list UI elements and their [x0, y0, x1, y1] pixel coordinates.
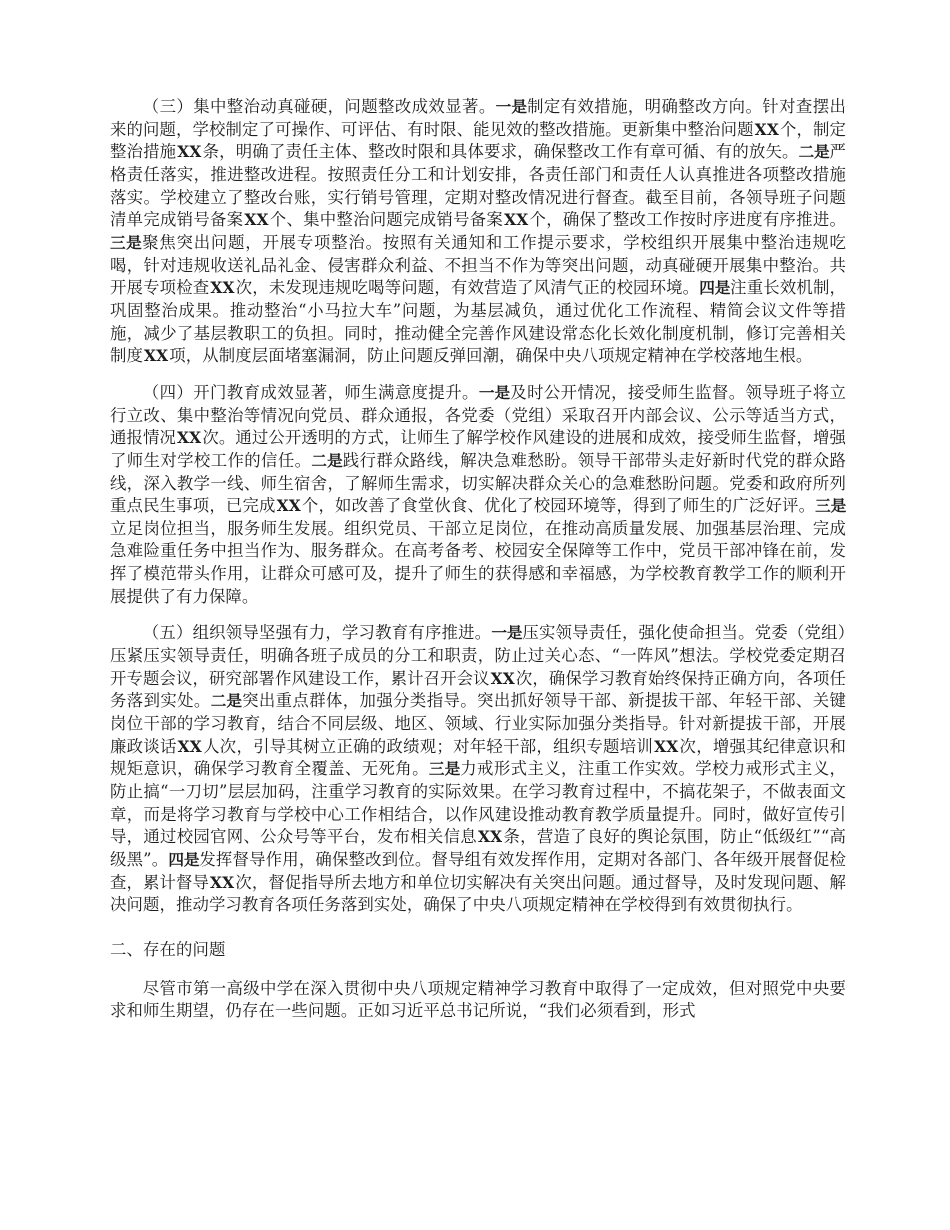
- placeholder-number: XX: [177, 429, 202, 448]
- document-body: [110, 96, 846, 1023]
- emphasis-marker-one: 一是: [495, 98, 528, 116]
- text-run: 及时公开情况，接受师生监督。领导班子将立行立改、集中整治等情况向党员、群众通报，各党委（党组）采取召开内部会议、公示等适当方式，通报情况: [110, 382, 846, 448]
- text-run: （四）开门教育成效显著，师生满意度提升。: [142, 382, 479, 402]
- text-run: 聚焦突出问题，开展专项整治。按照有关通知和工作提示要求，学校组织开展集中整治违规吃喝，针对违规收送礼品礼金、侵害群众利益、不担当不作为等突出问题，动真碰硬开展集中整治。共开展专项检查: [110, 232, 846, 298]
- emphasis-marker-four: 四是: [168, 851, 200, 869]
- text-run: 力戒形式主义，注重工作实效。学校力戒形式主义，防止搞“一刀切”层层加码，注重学习教育的实际效果。在学习教育过程中，不搞花架子，不做表面文章，而是将学习教育与学校中心工作相结合，以作风建设推动教育教学质量提升。同时，做好宣传引导，通过校园官网、公众号等平台，发布相关信息: [110, 759, 846, 847]
- placeholder-number: XX: [276, 497, 301, 516]
- placeholder-number: XX: [177, 737, 202, 756]
- emphasis-marker-three: 三是: [110, 233, 143, 252]
- emphasis-marker-one: 一是: [478, 383, 511, 402]
- text-run: 人次，引导其树立正确的政绩观；对年轻干部，组织专题培训: [202, 736, 654, 756]
- text-run: 立足岗位担当，服务师生发展。组织党员、干部立足岗位，在推动高质量发展、加强基层治理、完成急难险重任务中担当作为、服务群众。在高考备考、校园安全保障等工作中，党员干部冲锋在前，发挥了模范带头作用，让群众可感可及，提升了师生的获得感和幸福感，为学校教育教学工作的顺利开展提供了有力保障。: [110, 518, 846, 606]
- placeholder-number: XX: [244, 211, 269, 230]
- placeholder-number: XX: [477, 828, 503, 847]
- text-run: 践行群众路线，解决急难愁盼。领导干部带头走好新时代党的群众路线，深入教学一线、师生宿舍，了解师生需求，切实解决群众关心的急难愁盼问题。党委和政府所列重点民生事项，已完成: [110, 450, 846, 516]
- placeholder-number: XX: [504, 211, 529, 230]
- emphasis-marker-three: 三是: [815, 497, 846, 516]
- text-run: 条，明确了责任主体、整改时限和具体要求，确保整改工作有章可循、有的放矢。: [202, 142, 799, 162]
- placeholder-number: XX: [490, 669, 515, 688]
- text-run: （三）集中整治动真碰硬，问题整改成效显著。: [142, 97, 496, 116]
- placeholder-number: XX: [210, 279, 235, 298]
- emphasis-marker-four: 四是: [699, 279, 731, 298]
- text-run: 个，如改善了食堂伙食、优化了校园环境等，得到了师生的广泛好评。: [301, 496, 816, 516]
- text-run: 次，增强其纪律意识和规矩意识，确保学习教育全覆盖、无死角。: [110, 736, 846, 779]
- placeholder-number: XX: [210, 873, 235, 892]
- text-run: 个，确保了整改工作按时序进度有序推进。: [529, 210, 846, 230]
- text-run: 严格责任落实，推进整改进程。按照责任分工和计划安排，各责任部门和责任人认真推进各项整改措施落实。学校建立了整改台账，实行销号管理，定期对整改情况进行督查。截至目前，各领导班子问题清单完成销号备案: [110, 142, 846, 230]
- paragraph-problems-intro: [110, 978, 846, 1023]
- text-run: 次，确保学习教育始终保持正确方向，各项任务落到实处。: [110, 668, 846, 711]
- text-run: 尽管市第一高级中学在深入贯彻中央八项规定精神学习教育中取得了一定成效，但对照党中央要求和师生期望，仍存在一些问题。正如习近平总书记所说，“我们必须看到，形式: [110, 978, 846, 1021]
- placeholder-number: XX: [177, 143, 202, 162]
- emphasis-marker-two: 二是: [210, 692, 243, 711]
- paragraph-section-three: [110, 96, 846, 368]
- text-run: （五）组织领导坚强有力，学习教育有序推进。: [142, 623, 492, 643]
- section-heading-two: 二、存在的问题: [110, 939, 226, 959]
- text-run: 次，未发现违规吃喝等问题，有效营造了风清气正的校园环境。: [235, 278, 700, 298]
- emphasis-marker-two: 二是: [311, 451, 343, 470]
- text-run: 次，督促指导所去地方和单位切实解决有关突出问题。通过督导，及时发现问题、解决问题，推动学习教育各项任务落到实处，确保了中央八项规定精神在学校得到有效贯彻执行。: [110, 872, 846, 915]
- text-run: 个，制定整治措施: [110, 119, 846, 162]
- text-run: 条，营造了良好的舆论氛围，防止“低级红”“高级黑”。: [110, 827, 846, 869]
- text-run: 项，从制度层面堵塞漏洞，防止问题反弹回潮，确保中央八项规定精神在学校落地生根。: [169, 346, 813, 366]
- text-run: 突出重点群体，加强分类指导。突出抓好领导干部、新提拔干部、年轻干部、关键岗位干部的学习教育，结合不同层级、地区、领域、行业实际加强分类指导。针对新提拔干部，开展廉政谈话: [110, 691, 846, 756]
- paragraph-section-four: [110, 382, 846, 609]
- text-run: 次。通过公开透明的方式，让师生了解学校作风建设的进展和成效，接受师生监督，增强了师生对学校工作的信任。: [110, 428, 846, 470]
- placeholder-number: XX: [654, 737, 679, 756]
- text-run: 注重长效机制，巩固整治成果。推动整治“小马拉大车”问题，为基层减负，通过优化工作流程、精简会议文件等措施，减少了基层教职工的负担。同时，推动健全完善作风建设常态化长效化制度机制，修订完善相关制度: [110, 278, 846, 366]
- emphasis-marker-three: 三是: [428, 760, 461, 779]
- emphasis-marker-one: 一是: [491, 624, 523, 643]
- paragraph-section-five: [110, 622, 846, 917]
- text-run: 个、集中整治问题完成销号备案: [269, 210, 504, 230]
- text-run: 制定有效措施，明确整改方向。针对查摆出来的问题，学校制定了可操作、可评估、有时限、能见效的整改措施。更新集中整治问题: [110, 97, 846, 139]
- placeholder-number: XX: [754, 120, 779, 139]
- emphasis-marker-two: 二是: [798, 143, 830, 162]
- text-run: 发挥督导作用，确保整改到位。督导组有效发挥作用，定期对各部门、各年级开展督促检查，累计督导: [110, 850, 846, 892]
- placeholder-number: XX: [143, 347, 169, 366]
- text-run: 压实领导责任，强化使命担当。党委（党组）压紧压实领导责任，明确各班子成员的分工和职责，防止过关心态、“一阵风”想法。学校党委定期召开专题会议，研究部署作风建设工作，累计召开会议: [110, 623, 846, 688]
